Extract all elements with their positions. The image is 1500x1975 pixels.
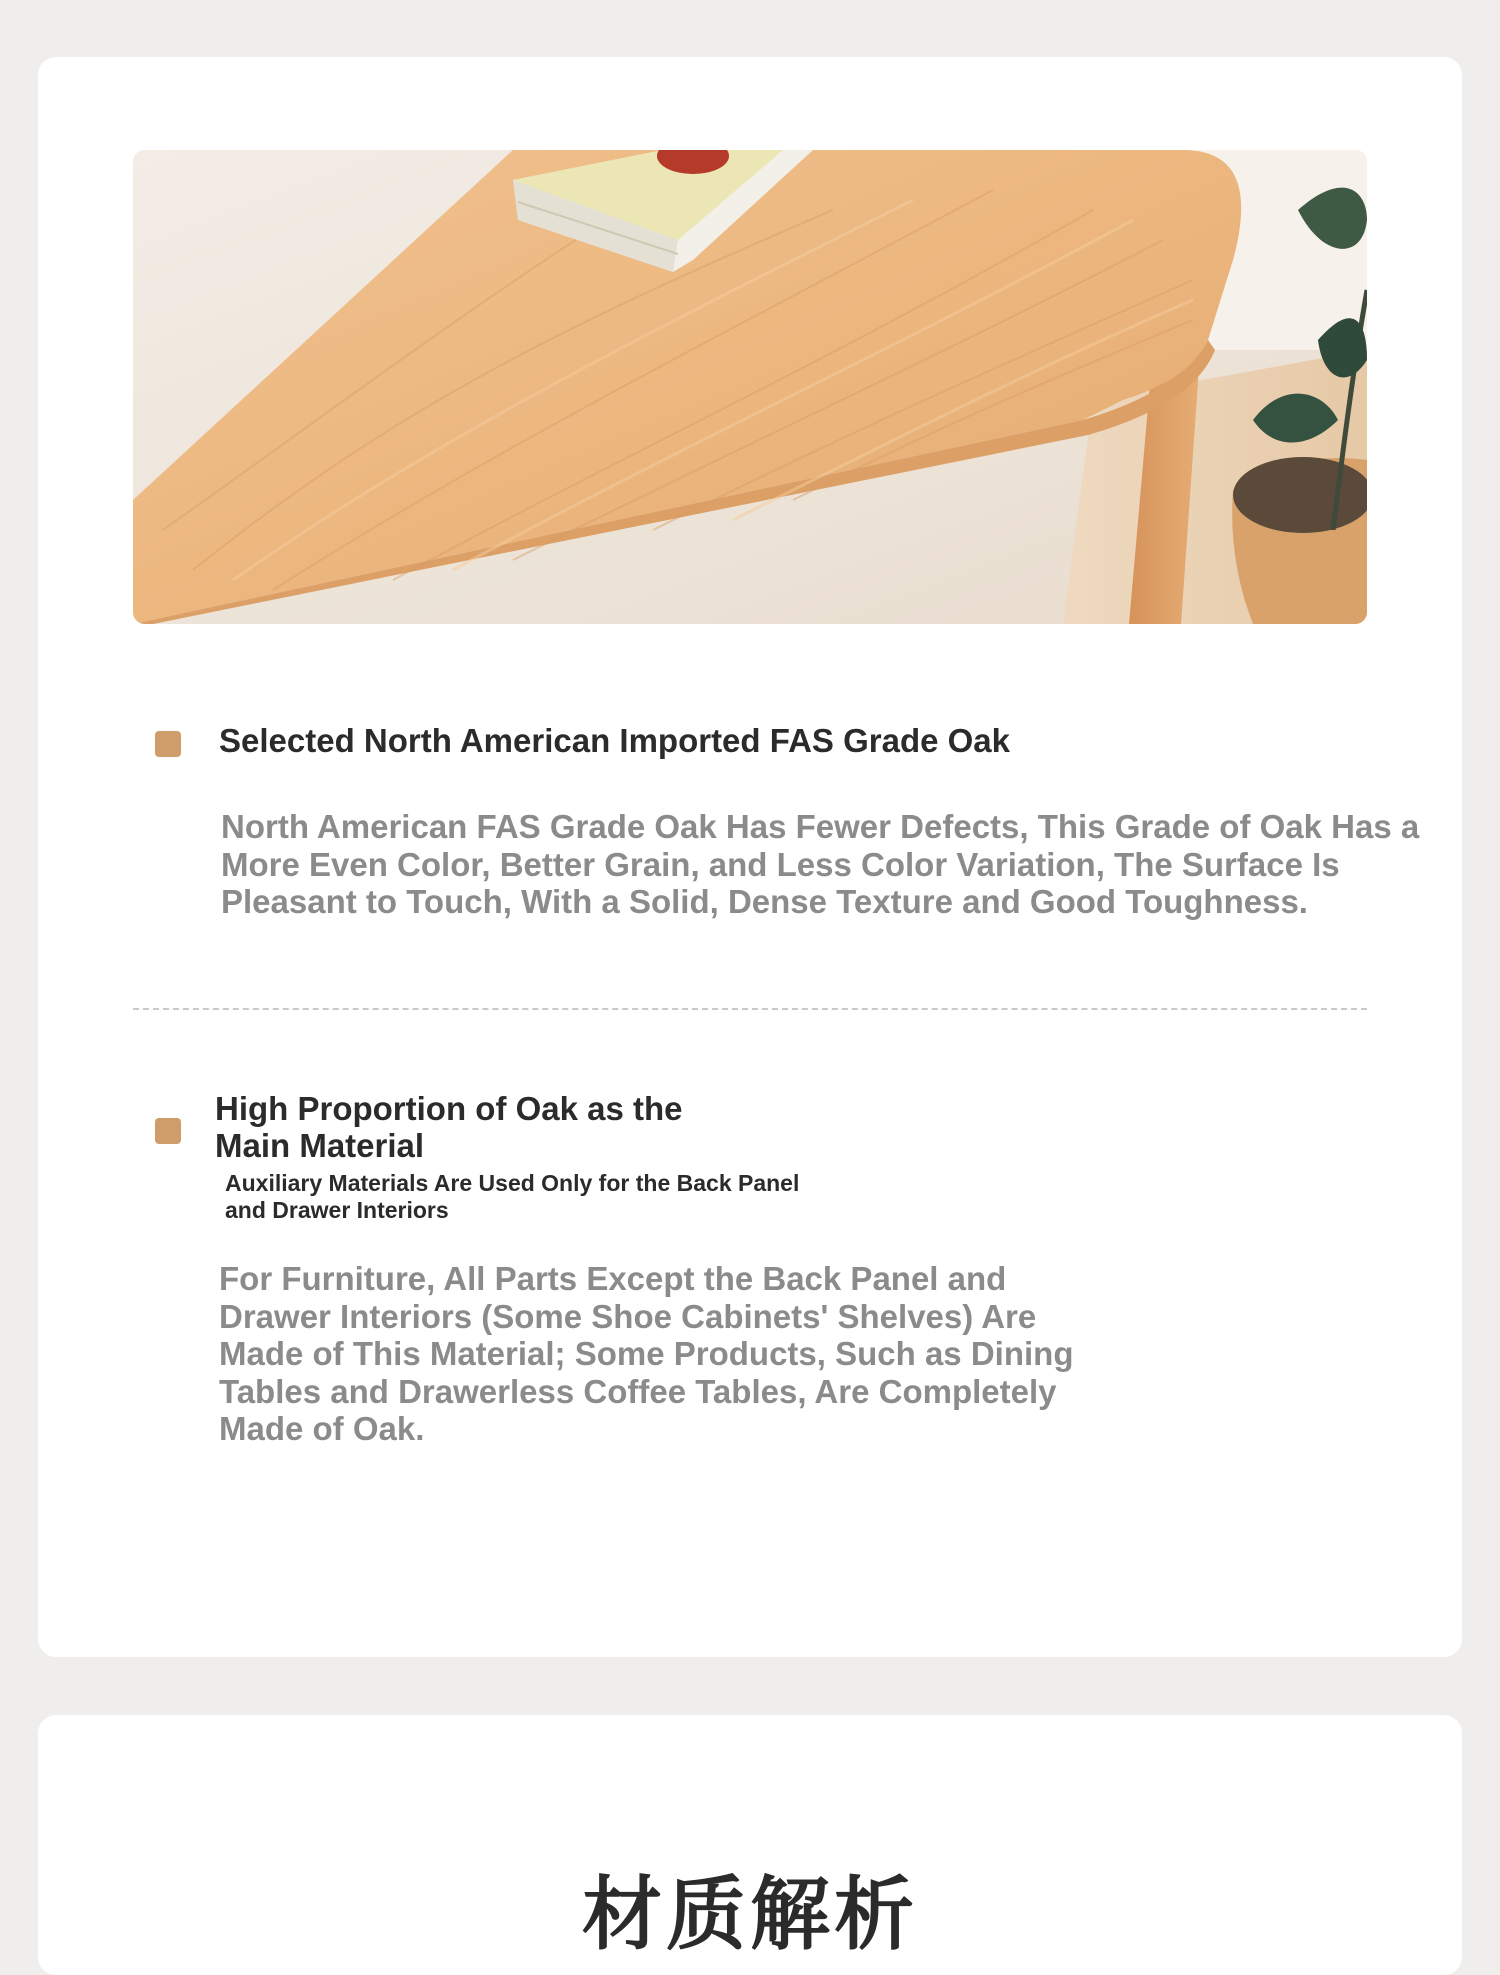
feature-2-description: For Furniture, All Parts Except the Back Panel and Drawer Interiors (Some Shoe Cabinets' Shelves) Are Made of This Material; Some Products, Such as Dining Tables and Drawerless Coffee Tables, Are Completely Made of Oak. (219, 1260, 1074, 1447)
section-bullet-icon (155, 731, 181, 757)
feature-1-description: North American FAS Grade Oak Has Fewer Defects, This Grade of Oak Has a More Even Color, Better Grain, and Less Color Variation, The Surface Is Pleasant to Touch, With a Solid, Dense Texture and Good Toughness. (221, 808, 1420, 920)
section-title: 材质解析 (582, 1870, 918, 1959)
dashed-divider (133, 1008, 1367, 1010)
feature-2-subtitle: Auxiliary Materials Are Used Only for the Back Panel and Drawer Interiors (225, 1170, 800, 1223)
feature-1-title: Selected North American Imported FAS Grade Oak (219, 722, 1011, 759)
feature-2-title: High Proportion of Oak as the Main Material (215, 1090, 683, 1164)
section-bullet-icon (155, 1118, 181, 1144)
oak-desk-photo (133, 150, 1367, 624)
material-analysis-card (38, 1715, 1462, 1975)
material-feature-card (38, 57, 1462, 1657)
